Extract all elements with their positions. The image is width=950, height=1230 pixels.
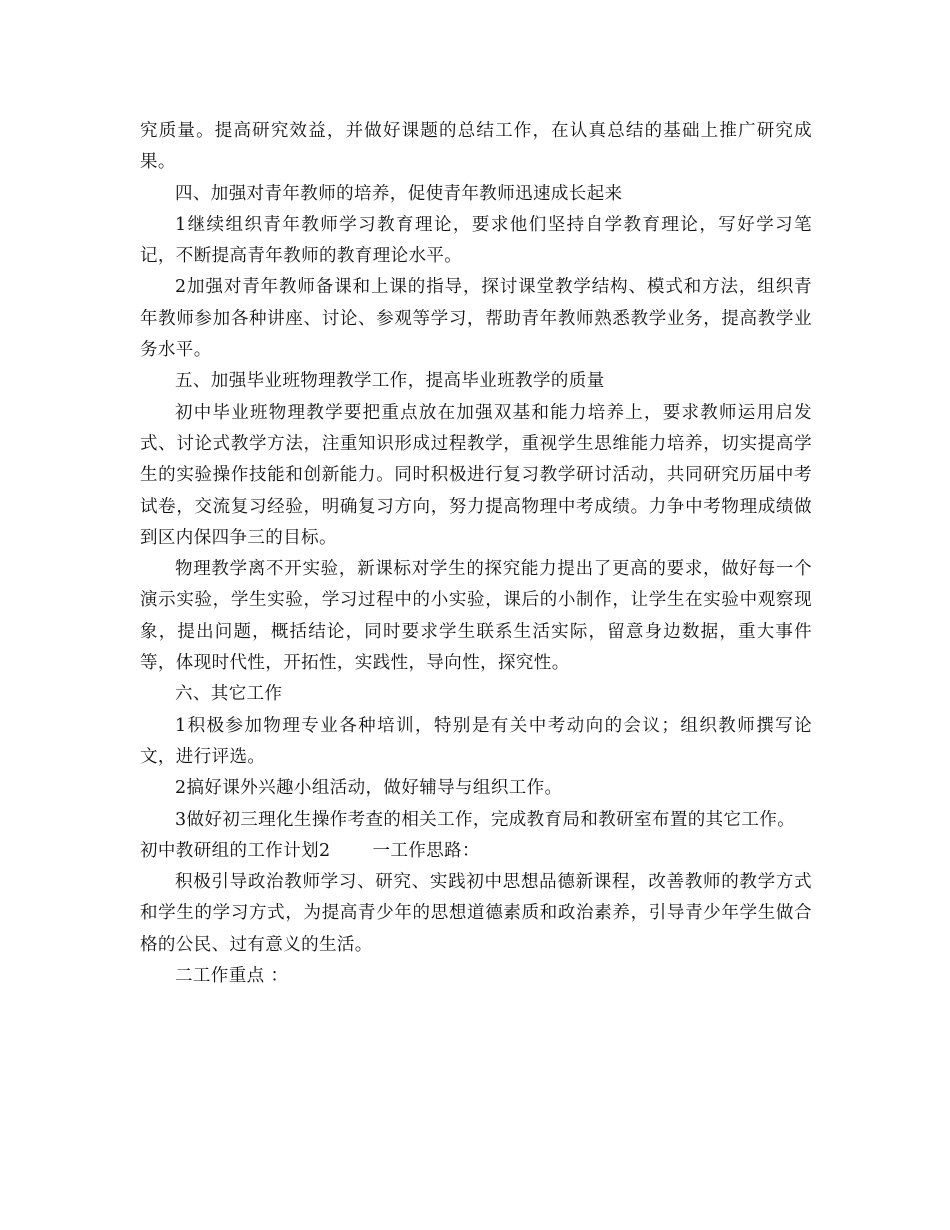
paragraph-item-6-1: 1积极参加物理专业各种培训，特别是有关中考动向的会议；组织教师撰写论文，进行评选。 (140, 715, 812, 767)
paragraph-item-6-2: 2搞好课外兴趣小组活动，做好辅导与组织工作。 (175, 778, 563, 799)
section-heading-4: 四、加强对青年教师的培养，促使青年教师迅速成长起来 (175, 183, 623, 204)
work-focus-heading: 二工作重点 ： (175, 966, 289, 987)
paragraph-section-5-body: 初中毕业班物理教学要把重点放在加强双基和能力培养上，要求教师运用启发式、讨论式教学方法，注重知识形成过程教学，重视学生思维能力培养，切实提高学生的实验操作技能和创新能力。同时积极进行复习教学研讨活动，共同研究历届中考试卷，交流复习经验，明确复习方向，努力提高物理中考成绩。力争中考物理成绩做到区内保四争三的目标。 (140, 402, 812, 548)
plan-title: 初中教研组的工作计划2 (140, 840, 331, 861)
paragraph-experiment: 物理教学离不开实验，新课标对学生的探究能力提出了更高的要求，做好每一个演示实验，学生实验，学习过程中的小实验，课后的小制作，让学生在实验中观察现象，提出问题，概括结论，同时要求学生联系生活实际，留意身边数据，重大事件等，体现时代性，开拓性，实践性，导向性，探究性。 (140, 559, 812, 674)
section-heading-6: 六、其它工作 (175, 684, 283, 705)
section-heading-5: 五、加强毕业班物理教学工作，提高毕业班教学的质量 (175, 371, 605, 392)
paragraph-work-ideas: 积极引导政治教师学习、研究、实践初中思想品德新课程，改善教师的教学方式和学生的学习方式，为提高青少年的思想道德素质和政治素养，引导青少年学生做合格的公民、过有意义的生活。 (140, 872, 812, 955)
paragraph-continuation: 究质量。提高研究效益，并做好课题的总结工作，在认真总结的基础上推广研究成果。 (140, 121, 812, 173)
paragraph-item-4-1: 1继续组织青年教师学习教育理论，要求他们坚持自学教育理论，写好学习笔记，不断提高青年教师的教育理论水平。 (140, 214, 812, 267)
plan-title-line (140, 836, 812, 867)
document-page (140, 116, 812, 992)
work-ideas-heading: 一工作思路： (372, 840, 480, 861)
paragraph-item-4-2: 2加强对青年教师备课和上课的指导，探讨课堂教学结构、模式和方法，组织青年教师参加各种讲座、讨论、参观等学习，帮助青年教师熟悉教学业务，提高教学业务水平。 (140, 277, 812, 361)
paragraph-item-6-3: 3做好初三理化生操作考查的相关工作，完成教育局和教研室布置的其它工作。 (175, 809, 796, 830)
